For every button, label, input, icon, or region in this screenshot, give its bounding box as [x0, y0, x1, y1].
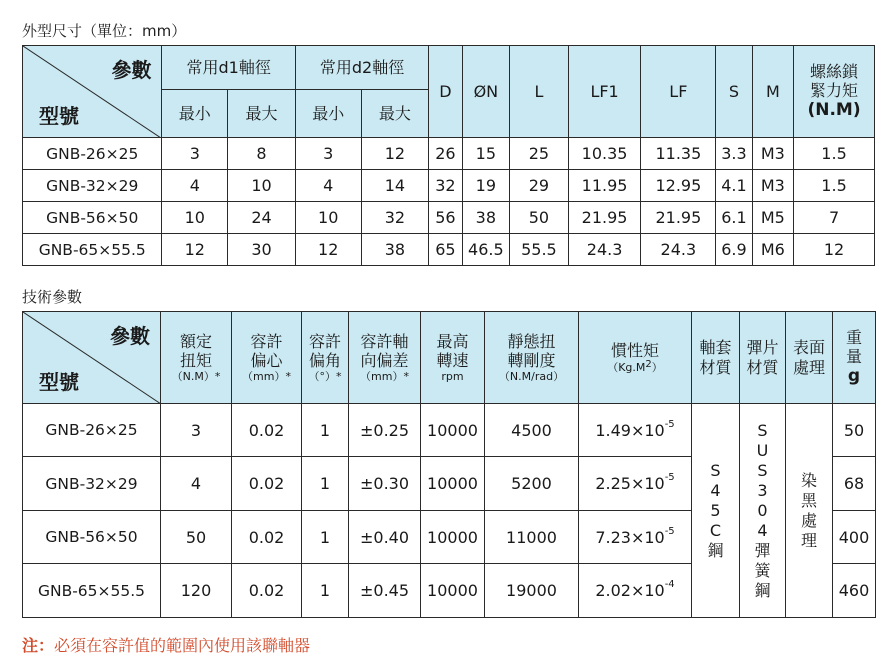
- col-angle: 容許 偏角 （°）*: [302, 312, 349, 404]
- d2-max: 最大: [361, 90, 429, 138]
- table-row: GNB-32×29 4 0.02 1 ±0.30 10000 5200 $2.25\times 10^{-5}$ 68: [23, 457, 876, 511]
- col-speed: 最高 轉速 rpm: [421, 312, 485, 404]
- col-M: M: [752, 46, 793, 138]
- col-LF: LF: [641, 46, 716, 138]
- col-eccentric: 容許 偏心 （mm）*: [232, 312, 302, 404]
- table-row: GNB-56×50 10 24 10 32 56 38 50 21.95 21.95 6.1 M5 7: [23, 202, 875, 234]
- col-spring: 彈片 材質: [740, 312, 786, 404]
- table-row: GNB-65×55.5 120 0.02 1 ±0.45 10000 19000 $2.02\times 10^{-4}$ 460: [23, 564, 876, 618]
- col-LF1: LF1: [568, 46, 641, 138]
- table-row: GNB-65×55.5 12 30 12 38 65 46.5 55.5 24.3 24.3 6.9 M6 12: [23, 234, 875, 266]
- col-sleeve: 軸套 材質: [692, 312, 740, 404]
- table-row: GNB-32×29 4 10 4 14 32 19 29 11.95 12.95 4.1 M3 1.5: [23, 170, 875, 202]
- note-label: 注：: [22, 636, 55, 655]
- col-inertia: 慣性矩 （Kg.M2）: [579, 312, 692, 404]
- col-torque: 螺絲鎖 緊力矩 (N.M): [794, 46, 875, 138]
- col-N: ØN: [462, 46, 510, 138]
- sleeve-material: S 4 5 C 鋼: [692, 404, 740, 618]
- col-d2: 常用d2軸徑: [295, 46, 428, 90]
- technical-caption: 技術參數: [22, 288, 83, 306]
- note-text: 必須在容許值的範圍內使用該聯軸器: [54, 636, 311, 655]
- dimensions-table: [22, 45, 875, 266]
- spring-material: S U S 3 0 4 彈 簧 鋼: [740, 404, 786, 618]
- col-rated-torque: 額定 扭矩 （N.M）*: [161, 312, 232, 404]
- param-model-header: [23, 312, 161, 404]
- d2-min: 最小: [295, 90, 361, 138]
- col-D: D: [429, 46, 462, 138]
- d1-max: 最大: [228, 90, 296, 138]
- param-label: 參數: [110, 324, 150, 348]
- col-axial: 容許軸 向偏差 （mm）*: [349, 312, 421, 404]
- model-label: 型號: [39, 370, 79, 394]
- d1-min: 最小: [162, 90, 228, 138]
- col-L: L: [510, 46, 569, 138]
- col-stiffness: 靜態扭 轉剛度 （N.M/rad）: [485, 312, 579, 404]
- col-d1: 常用d1軸徑: [162, 46, 295, 90]
- usage-note: [22, 633, 310, 656]
- table-row: GNB-26×25 3 8 3 12 26 15 25 10.35 11.35 3.3 M3 1.5: [23, 138, 875, 170]
- col-surface: 表面 處理: [786, 312, 833, 404]
- table-row: GNB-26×25 3 0.02 1 ±0.25 10000 4500 $1.49\times 10^{-5}$ S 4 5 C 鋼 S U S 3 0 4 彈 簧 鋼 染 黑 處 理 50: [23, 404, 876, 457]
- table-row: GNB-56×50 50 0.02 1 ±0.40 10000 11000 $7.23\times 10^{-5}$ 400: [23, 511, 876, 564]
- param-label: 參數: [111, 58, 152, 82]
- col-weight: 重 量 g: [833, 312, 876, 404]
- param-model-header: [23, 46, 162, 138]
- surface-treatment: 染 黑 處 理: [786, 404, 833, 618]
- technical-table: [22, 311, 876, 618]
- model-label: 型號: [39, 104, 79, 128]
- col-S: S: [716, 46, 752, 138]
- dimensions-caption: 外型尺寸（單位：mm）: [22, 22, 187, 40]
